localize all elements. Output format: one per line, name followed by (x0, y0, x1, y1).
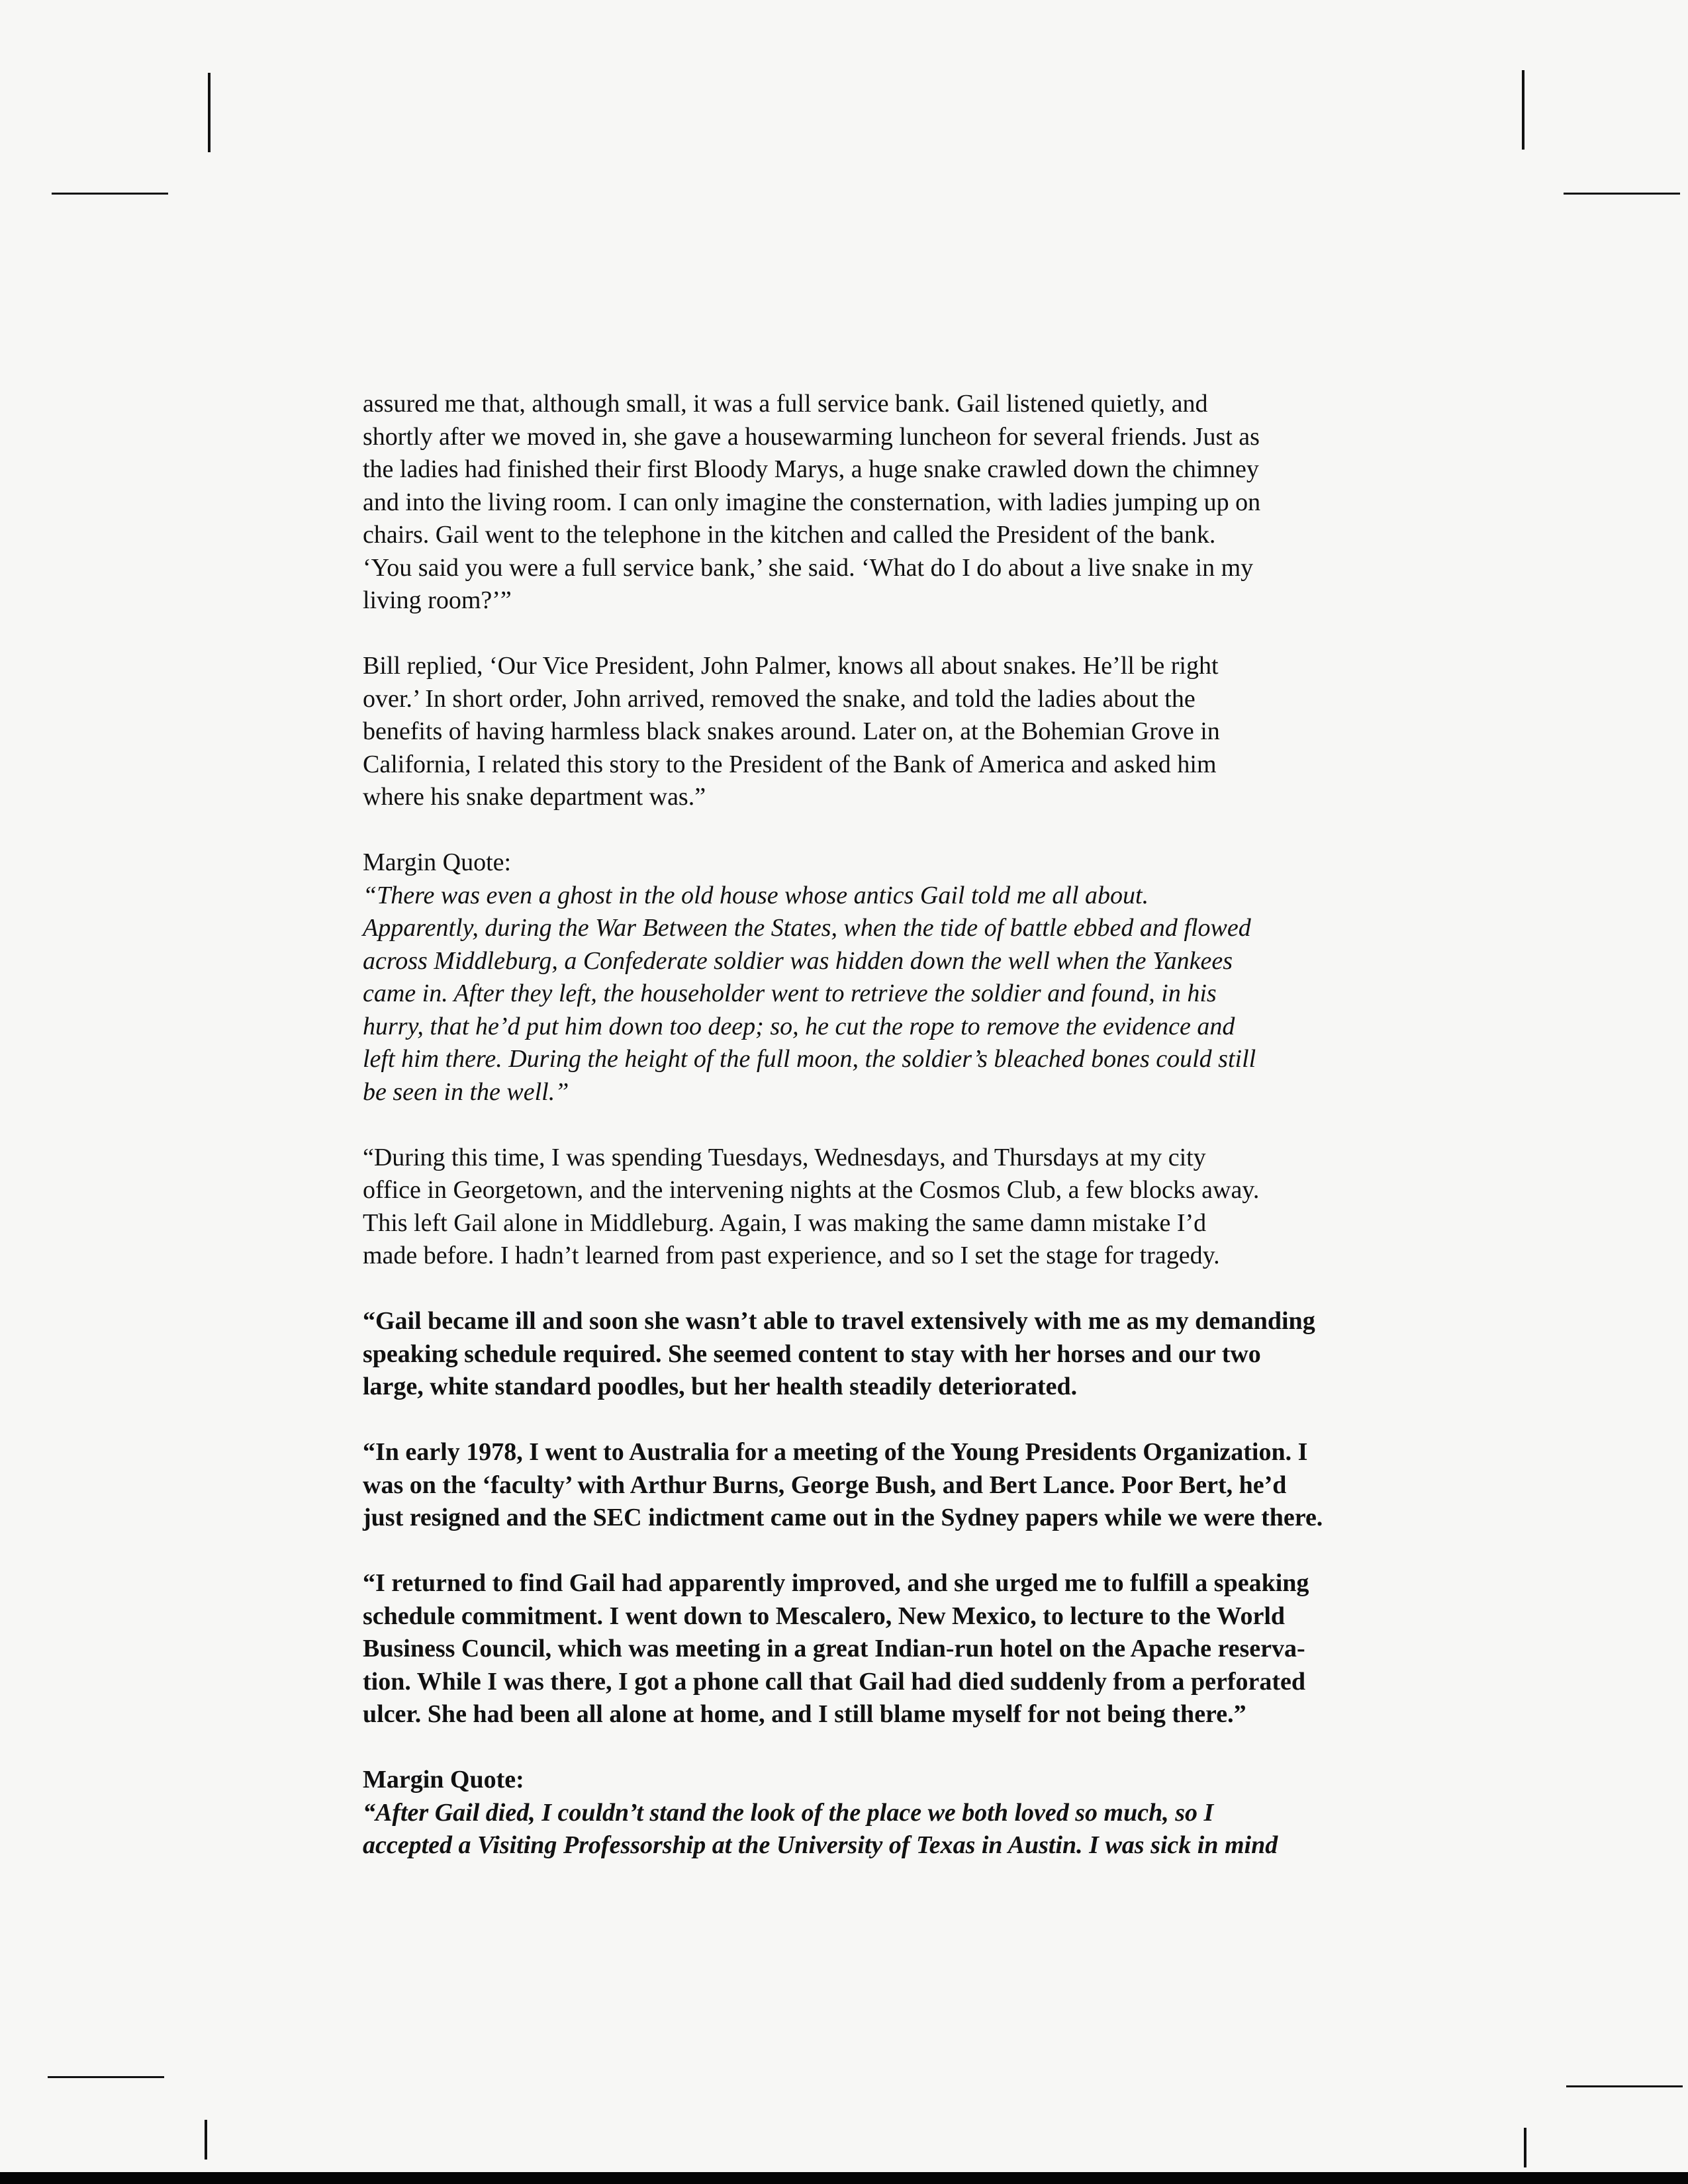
crop-mark-top-left-vertical (208, 73, 211, 152)
crop-mark-top-right-horizontal (1564, 193, 1680, 195)
paragraph-bill-replied: Bill replied, ‘Our Vice President, John Palmer, knows all about snakes. He’ll be right over.’ In short order, John arrived, removed the snake, and told the ladies about the benefits of having harmless black snakes around. Later on, at the Bohemian Grove in California, I related this story to the President of the Bank of America and asked him where his snake department was.” (363, 652, 1220, 811)
crop-mark-bottom-left-horizontal (48, 2076, 164, 2078)
paragraph-snake-story: assured me that, although small, it was a full service bank. Gail listened quietly, and shortly after we moved in, she gave a housewarming luncheon for several friends. Just as the ladies had finished their first Bloody Marys, a huge snake crawled down the chimney and into the living room. I can only imagine the consternation, with ladies jumping up on chairs. Gail went to the telephone in the kitchen and called the President of the bank. ‘You said you were a full service bank,’ she said. ‘What do I do about a live snake in my living room?’” (363, 390, 1261, 614)
paragraph-gail-ill: “Gail became ill and soon she wasn’t able to travel extensively with me as my demanding speaking schedule required. She seemed content to stay with her horses and our two large, white standard poodles, but her health steadily deteriorated. (363, 1307, 1315, 1400)
paragraph-mescalero: “I returned to find Gail had apparently improved, and she urged me to fulfill a speaking schedule commitment. I went down to Mescalero, New Mexico, to lecture to the World Business Council, which was meeting in a great Indian-run hotel on the Apache reserva- tion. While I was there, I got a phone call that Gail had died suddenly from a perforated ulcer. She had been all alone at home, and I still blame myself for not being there.” (363, 1569, 1309, 1728)
crop-mark-bottom-right-vertical (1524, 2128, 1526, 2167)
crop-mark-top-left-horizontal (52, 193, 168, 195)
crop-mark-bottom-left-vertical (205, 2120, 207, 2160)
paragraph-australia: “In early 1978, I went to Australia for a meeting of the Young Presidents Organization. I was on the ‘faculty’ with Arthur Burns, George Bush, and Bert Lance. Poor Bert, he’d just resigned and the SEC indictment came out in the Sydney papers while we were there. (363, 1438, 1323, 1531)
paragraph-georgetown: “During this time, I was spending Tuesdays, Wednesdays, and Thursdays at my city office in Georgetown, and the intervening nights at the Cosmos Club, a few blocks away. This left Gail alone in Middleburg. Again, I was making the same damn mistake I’d made before. I hadn’t learned from past experience, and so I set the stage for tragedy. (363, 1143, 1260, 1269)
margin-quote-ghost: “There was even a ghost in the old house whose antics Gail told me all about. Apparently, during the War Between the States, when the tide of battle ebbed and flowed across Middleburg, a Confederate soldier was hidden down the well when the Yankees came in. After they left, the householder went to retrieve the soldier and found, in his hurry, that he’d put him down too deep; so, he cut the rope to remove the evidence and left him there. During the height of the full moon, the soldier’s bleached bones could still be seen in the well.” (363, 881, 1256, 1106)
margin-quote-label: Margin Quote: (363, 1766, 524, 1794)
margin-quote-label: Margin Quote: (363, 848, 512, 876)
crop-mark-bottom-right-horizontal (1566, 2085, 1683, 2087)
document-body (363, 388, 1369, 1895)
crop-mark-top-right-vertical (1522, 70, 1524, 150)
margin-quote-austin: “After Gail died, I couldn’t stand the look of the place we both loved so much, so I accepted a Visiting Professorship at the University of Texas in Austin. I was sick in mind (363, 1798, 1278, 1859)
scan-bottom-edge (0, 2172, 1688, 2184)
